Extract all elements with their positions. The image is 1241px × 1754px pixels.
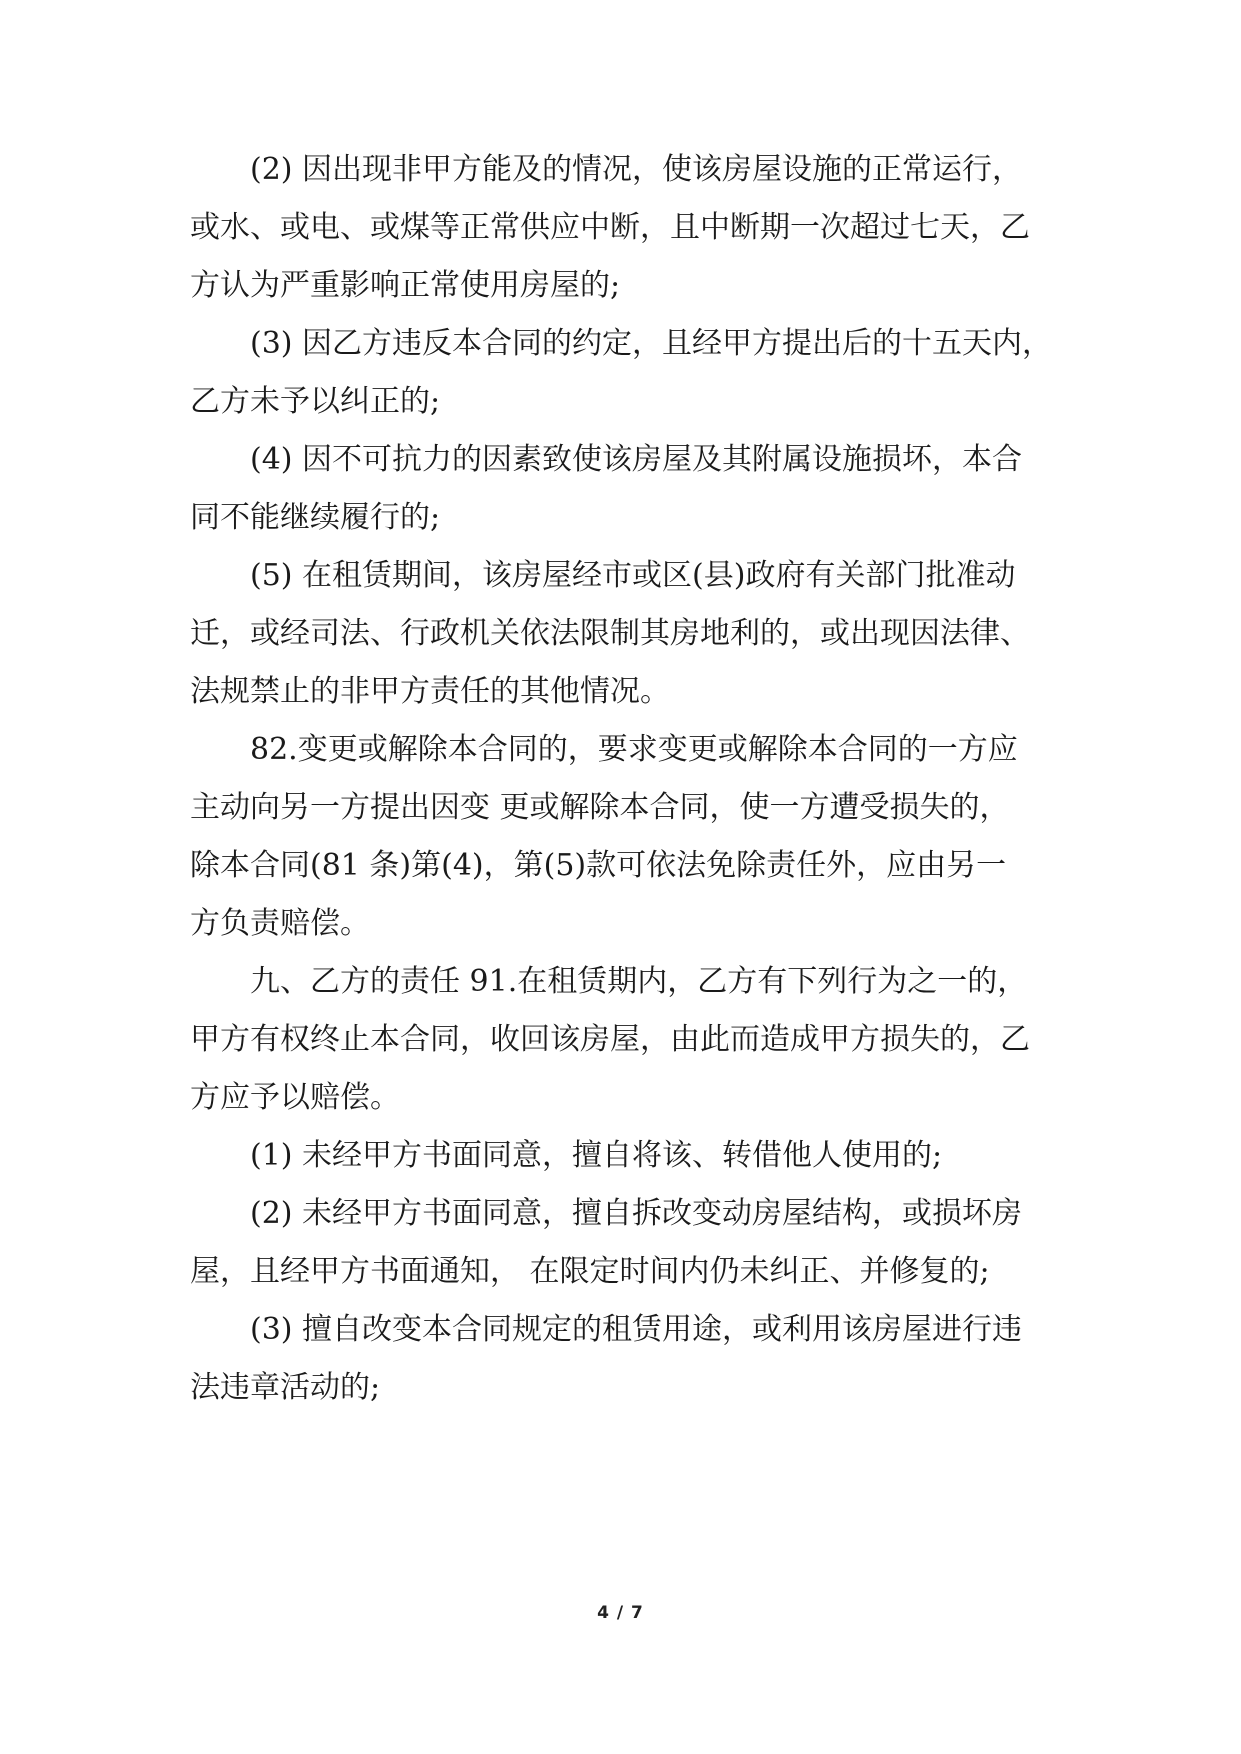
text-line: 屋，且经甲方书面通知， 在限定时间内仍未纠正、并修复的; bbox=[190, 1254, 990, 1289]
text-line: 或水、或电、或煤等正常供应中断，且中断期一次超过七天，乙 bbox=[190, 210, 1030, 245]
text-line: (3) 擅自改变本合同规定的租赁用途，或利用该房屋进行违 bbox=[250, 1312, 1023, 1347]
text-line: 乙方未予以纠正的; bbox=[190, 384, 441, 419]
text-line: (4) 因不可抗力的因素致使该房屋及其附属设施损坏，本合 bbox=[250, 442, 1023, 477]
text-line: 同不能继续履行的; bbox=[190, 500, 441, 535]
text-line: (2) 因出现非甲方能及的情况，使该房屋设施的正常运行， bbox=[250, 152, 1023, 187]
text-line: 82.变更或解除本合同的，要求变更或解除本合同的一方应 bbox=[250, 732, 1018, 767]
text-line: 法违章活动的; bbox=[190, 1370, 381, 1405]
text-line: 方认为严重影响正常使用房屋的; bbox=[190, 268, 621, 303]
text-line: 除本合同(81 条)第(4)，第(5)款可依法免除责任外，应由另一 bbox=[190, 848, 1007, 883]
text-line: 方负责赔偿。 bbox=[190, 906, 370, 941]
text-line: 方应予以赔偿。 bbox=[190, 1080, 400, 1115]
text-line: 主动向另一方提出因变 更或解除本合同，使一方遭受损失的， bbox=[190, 790, 1010, 825]
text-line: 九、乙方的责任 91.在租赁期内，乙方有下列行为之一的， bbox=[250, 964, 1028, 999]
page-number: 4 / 7 bbox=[597, 1603, 644, 1623]
text-line: (2) 未经甲方书面同意，擅自拆改变动房屋结构，或损坏房 bbox=[250, 1196, 1023, 1231]
text-line: (5) 在租赁期间，该房屋经市或区(县)政府有关部门批准动 bbox=[250, 558, 1016, 593]
text-line: 迁，或经司法、行政机关依法限制其房地利的，或出现因法律、 bbox=[190, 616, 1030, 651]
text-line: 法规禁止的非甲方责任的其他情况。 bbox=[190, 674, 670, 709]
text-line: (1) 未经甲方书面同意，擅自将该、转借他人使用的; bbox=[250, 1138, 943, 1173]
text-line: 甲方有权终止本合同，收回该房屋，由此而造成甲方损失的，乙 bbox=[190, 1022, 1030, 1057]
text-line: (3) 因乙方违反本合同的约定，且经甲方提出后的十五天内， bbox=[250, 326, 1053, 361]
